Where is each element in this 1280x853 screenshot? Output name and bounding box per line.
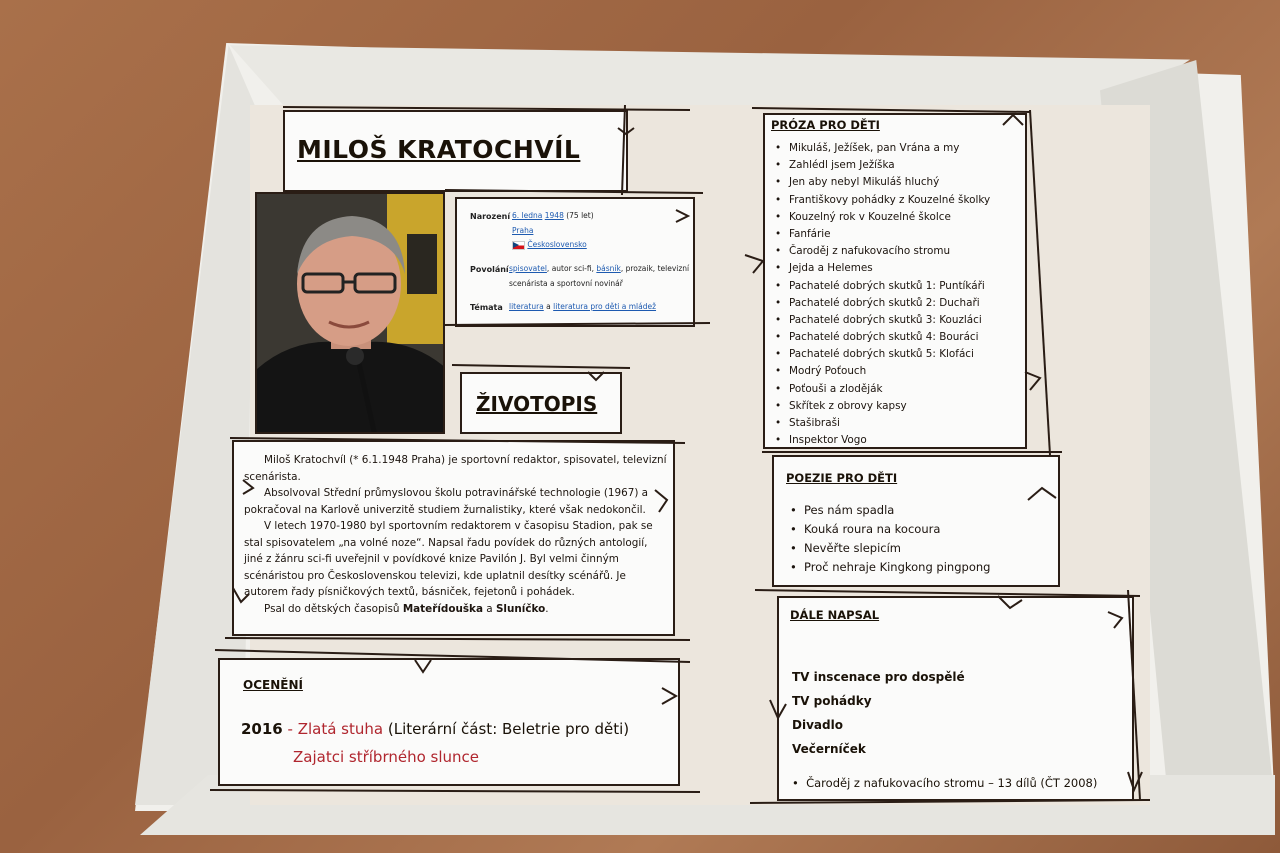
deco-line-15 <box>750 800 1150 803</box>
also-wrote-heading: DÁLE NAPSAL <box>790 608 880 622</box>
deco-arrow-5 <box>655 490 667 512</box>
poster-name: MILOŠ KRATOCHVÍL <box>297 135 581 164</box>
deco-arrow-13 <box>998 596 1022 608</box>
deco-arrow-2 <box>676 210 688 222</box>
deco-line-5 <box>452 365 630 368</box>
deco-arrow-1 <box>618 128 634 134</box>
occupation-text-2: , prozaik, televizní <box>620 264 690 273</box>
magazine-slunicko: Sluníčko <box>495 602 546 615</box>
also-wrote-item: TV pohádky <box>792 694 872 708</box>
deco-line-11 <box>1030 110 1050 455</box>
prose-item: • Stašibraši <box>775 415 990 432</box>
prose-item: • Poťouši a zloděják <box>775 381 990 398</box>
deco-line-4 <box>445 323 710 325</box>
poetry-item: • Kouká roura na kocoura <box>790 520 990 539</box>
prose-item: • Františkovy pohádky z Kouzelné školky <box>775 192 990 209</box>
prose-heading: PRÓZA PRO DĚTI <box>771 118 880 132</box>
prose-item: • Pachatelé dobrých skutků 2: Duchaři <box>775 295 990 312</box>
bio-p4-prefix: Psal do dětských časopisů <box>264 602 403 615</box>
also-wrote-bullet-text: Čaroděj z nafukovacího stromu – 13 dílů (ČT 2008) <box>806 776 1098 790</box>
bio-paragraph-3: V letech 1970-1980 byl sportovním redaktorem v časopisu Stadion, pak se stal spisovatelem „na volné noze“. Napsal řadu povídek do různých antologií, jiné z žánru sci-fi uveřejnil v povídkové knize Pavilón J. Byl velmi činným scénáristou pro Československou televizi, kde uplatnil desítky scénářů. Je autorem řady písničkových textů, básniček, fejetonů i pohádek. <box>244 520 653 598</box>
prose-item: • Mikuláš, Ježíšek, pan Vrána a my <box>775 140 990 157</box>
also-wrote-item: TV inscenace pro dospělé <box>792 670 965 684</box>
deco-arrow-6 <box>233 588 249 602</box>
deco-line-13 <box>755 590 1140 596</box>
poetry-heading: POEZIE PRO DĚTI <box>786 471 898 485</box>
prose-item: • Pachatelé dobrých skutků 4: Bouráci <box>775 329 990 346</box>
prose-item: • Čaroděj z nafukovacího stromu <box>775 243 990 260</box>
prose-item: • Modrý Poťouch <box>775 363 990 380</box>
occupation-link-writer[interactable]: spisovatel <box>509 264 547 273</box>
deco-arrow-8 <box>662 688 676 704</box>
deco-arrow-10 <box>745 255 763 273</box>
deco-line-2 <box>622 105 625 195</box>
bio-p4-end: . <box>545 602 549 615</box>
infobox-label-narozeni: Narození <box>470 212 511 221</box>
awards-heading: OCENĚNÍ <box>243 678 303 692</box>
deco-arrow-11 <box>1025 372 1040 390</box>
deco-line-14 <box>1128 590 1140 800</box>
prose-item: • Pachatelé dobrých skutků 5: Klofáci <box>775 346 990 363</box>
birth-date-link[interactable]: 6. ledna <box>512 211 543 220</box>
bio-p4-mid: a <box>482 602 496 615</box>
infobox-label-povolani: Povolání <box>470 265 509 274</box>
magazine-materidouska: Mateřídouška <box>402 602 483 615</box>
also-wrote-item: Večerníček <box>792 742 866 756</box>
deco-arrow-4 <box>243 480 253 494</box>
deco-line-6 <box>230 438 685 443</box>
topic-link-literature[interactable]: literatura <box>509 302 544 311</box>
prose-item: • Jen aby nebyl Mikuláš hluchý <box>775 174 990 191</box>
zivotopis-heading: ŽIVOTOPIS <box>476 392 598 416</box>
deco-line-8 <box>215 650 690 662</box>
award-category: (Literární část: Beletrie pro děti) <box>383 720 630 738</box>
birth-country-link[interactable]: Československo <box>527 240 587 249</box>
deco-arrow-14 <box>1108 612 1122 628</box>
award-name: Zlatá stuha <box>297 720 384 738</box>
infobox-label-temata: Témata <box>470 303 503 312</box>
poetry-item: • Nevěřte slepicím <box>790 539 990 558</box>
award-dash: - <box>282 720 298 738</box>
poetry-item: • Proč nehraje Kingkong pingpong <box>790 558 990 577</box>
occupation-link-poet[interactable]: básník <box>596 264 621 273</box>
poetry-item: • Pes nám spadla <box>790 501 990 520</box>
award-year: 2016 <box>241 720 283 738</box>
birth-city-link[interactable]: Praha <box>512 226 534 235</box>
deco-arrow-9 <box>1003 115 1023 125</box>
also-wrote-bullet: • Čaroděj z nafukovacího stromu – 13 dílů (ČT 2008) <box>792 776 1098 790</box>
occupation-text-1: , autor sci-fi, <box>546 264 597 273</box>
award-book: Zajatci stříbrného slunce <box>293 748 480 766</box>
bio-paragraph-2: Absolvoval Střední průmyslovou školu potravinářské technologie (1967) a pokračoval na Karlově univerzitě studiem žurnalistiky, které však nedokončil. <box>244 487 649 516</box>
deco-arrow-12 <box>1028 488 1056 500</box>
deco-arrow-15 <box>770 700 786 718</box>
prose-item: • Zahlédl jsem Ježíška <box>775 157 990 174</box>
deco-line-9 <box>210 790 700 792</box>
infobox-povolani-line2: scenárista a sportovní novinář <box>509 279 623 288</box>
topic-link-childrens-literature[interactable]: literatura pro děti a mládež <box>553 302 657 311</box>
deco-line-7 <box>225 638 690 640</box>
deco-arrow-3 <box>588 372 604 380</box>
prose-item: • Fanfárie <box>775 226 990 243</box>
also-wrote-item: Divadlo <box>792 718 843 732</box>
bio-paragraph-1: Miloš Kratochvíl (* 6.1.1948 Praha) je sportovní redaktor, spisovatel, televizní scenárista. <box>244 454 667 483</box>
deco-line-10 <box>752 108 1030 112</box>
birth-age: (75 let) <box>566 211 594 220</box>
prose-item: • Skřítek z obrovy kapsy <box>775 398 990 415</box>
prose-item: • Pachatelé dobrých skutků 3: Kouzláci <box>775 312 990 329</box>
prose-item: • Kouzelný rok v Kouzelné školce <box>775 209 990 226</box>
topic-and: a <box>543 302 554 311</box>
deco-arrow-7 <box>415 660 431 672</box>
birth-year-link[interactable]: 1948 <box>544 211 564 220</box>
deco-line-3 <box>445 190 703 193</box>
deco-line-1 <box>283 107 690 110</box>
prose-item: • Jejda a Helemes <box>775 260 990 277</box>
prose-item: • Inspektor Vogo <box>775 432 990 449</box>
prose-item: • Pachatelé dobrých skutků 1: Puntíkáři <box>775 278 990 295</box>
